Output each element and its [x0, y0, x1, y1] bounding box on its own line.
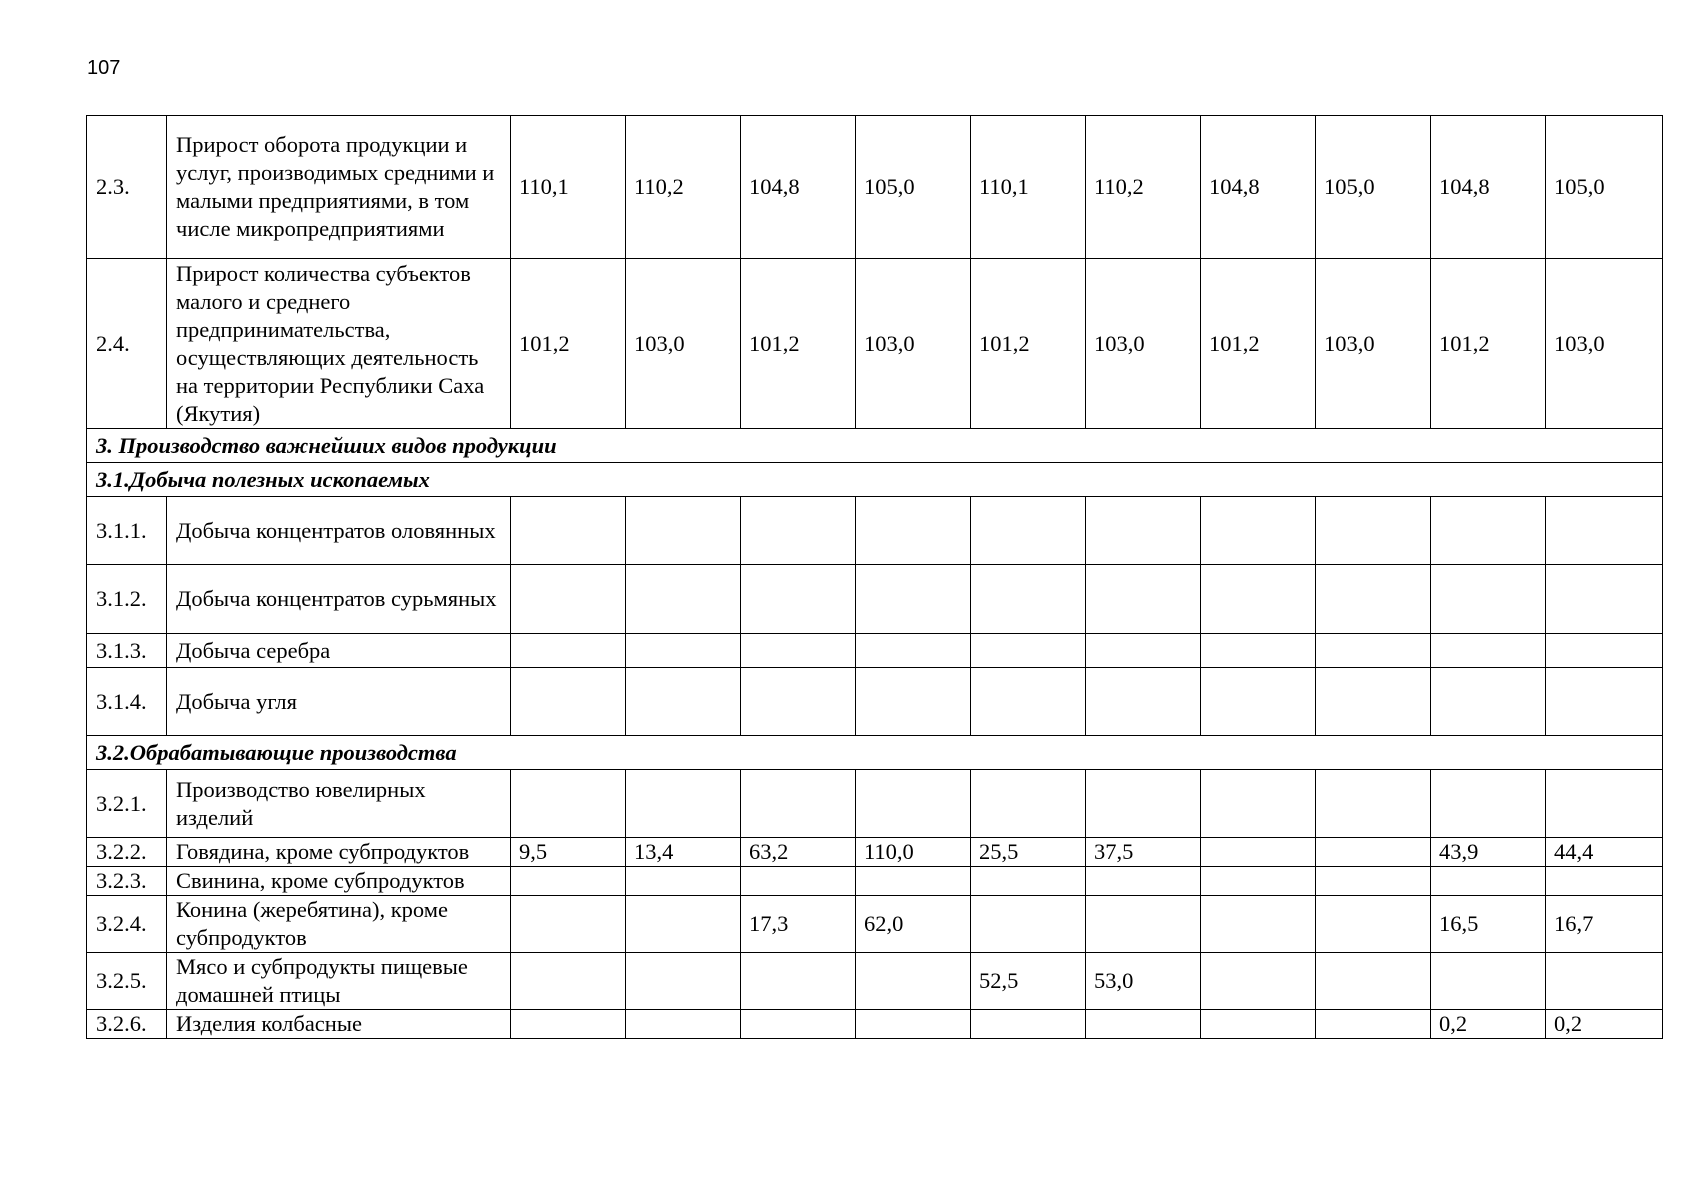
value-cell: 110,0	[856, 838, 971, 867]
value-cell: 101,2	[511, 259, 626, 429]
value-cell	[1086, 896, 1201, 953]
page-number: 107	[87, 57, 121, 79]
value-cell	[856, 634, 971, 668]
row-number: 3.1.4.	[87, 668, 167, 736]
indicator-name: Конина (жеребятина), кроме субпродуктов	[167, 896, 511, 953]
value-cell: 110,1	[971, 116, 1086, 259]
value-cell	[1546, 497, 1663, 565]
value-cell	[1201, 565, 1316, 634]
row-number: 3.1.3.	[87, 634, 167, 668]
value-cell: 110,2	[626, 116, 741, 259]
value-cell	[856, 770, 971, 838]
indicator-name: Мясо и субпродукты пищевые домашней птицы	[167, 953, 511, 1010]
indicator-name: Добыча угля	[167, 668, 511, 736]
table-row	[87, 1010, 1663, 1039]
value-cell: 0,2	[1431, 1010, 1546, 1039]
section-header-row	[87, 463, 1663, 497]
value-cell: 103,0	[856, 259, 971, 429]
value-cell	[1086, 867, 1201, 896]
value-cell: 16,7	[1546, 896, 1663, 953]
indicator-name: Добыча концентратов сурьмяных	[167, 565, 511, 634]
value-cell	[741, 1010, 856, 1039]
value-cell: 43,9	[1431, 838, 1546, 867]
row-number: 3.2.1.	[87, 770, 167, 838]
value-cell: 16,5	[1431, 896, 1546, 953]
value-cell: 53,0	[1086, 953, 1201, 1010]
value-cell	[1086, 770, 1201, 838]
value-cell	[741, 953, 856, 1010]
value-cell	[626, 770, 741, 838]
value-cell: 103,0	[1546, 259, 1663, 429]
value-cell: 104,8	[741, 116, 856, 259]
value-cell	[1431, 867, 1546, 896]
value-cell	[1201, 497, 1316, 565]
section-title: 3.2.Обрабатывающие производства	[87, 736, 1663, 770]
value-cell	[741, 668, 856, 736]
value-cell	[971, 497, 1086, 565]
section-header-row	[87, 736, 1663, 770]
value-cell	[1546, 668, 1663, 736]
row-number: 3.2.5.	[87, 953, 167, 1010]
value-cell	[511, 497, 626, 565]
table-row	[87, 259, 1663, 429]
row-number: 3.2.6.	[87, 1010, 167, 1039]
indicator-name: Производство ювелирных изделий	[167, 770, 511, 838]
row-number: 2.4.	[87, 259, 167, 429]
value-cell	[1431, 770, 1546, 838]
row-number: 3.1.1.	[87, 497, 167, 565]
value-cell	[1201, 668, 1316, 736]
indicator-name: Прирост количества субъектов малого и среднего предпринимательства, осуществляющих деятельность на территории Республики Саха (Якутия)	[167, 259, 511, 429]
table-row	[87, 116, 1663, 259]
table-row	[87, 668, 1663, 736]
value-cell	[971, 896, 1086, 953]
value-cell	[741, 634, 856, 668]
value-cell	[511, 1010, 626, 1039]
value-cell	[1316, 867, 1431, 896]
value-cell	[1086, 668, 1201, 736]
value-cell	[1431, 565, 1546, 634]
value-cell: 37,5	[1086, 838, 1201, 867]
value-cell	[511, 953, 626, 1010]
value-cell	[1546, 634, 1663, 668]
value-cell	[1546, 770, 1663, 838]
value-cell	[626, 1010, 741, 1039]
value-cell: 62,0	[856, 896, 971, 953]
value-cell	[511, 770, 626, 838]
value-cell	[1086, 1010, 1201, 1039]
value-cell	[626, 497, 741, 565]
value-cell: 0,2	[1546, 1010, 1663, 1039]
value-cell: 104,8	[1201, 116, 1316, 259]
value-cell: 104,8	[1431, 116, 1546, 259]
indicators-table	[86, 115, 1663, 1039]
section-title: 3. Производство важнейших видов продукции	[87, 429, 1663, 463]
value-cell	[1546, 867, 1663, 896]
value-cell	[1201, 770, 1316, 838]
value-cell	[626, 634, 741, 668]
table-row	[87, 838, 1663, 867]
value-cell	[741, 770, 856, 838]
value-cell: 101,2	[971, 259, 1086, 429]
value-cell	[626, 867, 741, 896]
value-cell	[626, 565, 741, 634]
value-cell	[511, 668, 626, 736]
value-cell	[1316, 770, 1431, 838]
value-cell	[971, 668, 1086, 736]
indicator-name: Изделия колбасные	[167, 1010, 511, 1039]
value-cell	[626, 953, 741, 1010]
value-cell: 110,1	[511, 116, 626, 259]
value-cell	[856, 1010, 971, 1039]
table-row	[87, 867, 1663, 896]
row-number: 3.2.4.	[87, 896, 167, 953]
value-cell	[1201, 896, 1316, 953]
value-cell	[1201, 1010, 1316, 1039]
value-cell: 101,2	[741, 259, 856, 429]
value-cell	[741, 867, 856, 896]
row-number: 3.1.2.	[87, 565, 167, 634]
value-cell	[856, 565, 971, 634]
value-cell	[971, 867, 1086, 896]
value-cell: 105,0	[1546, 116, 1663, 259]
value-cell	[856, 953, 971, 1010]
value-cell	[1316, 497, 1431, 565]
value-cell: 63,2	[741, 838, 856, 867]
value-cell	[1201, 634, 1316, 668]
value-cell: 105,0	[856, 116, 971, 259]
value-cell	[856, 867, 971, 896]
value-cell	[1431, 953, 1546, 1010]
section-header-row	[87, 429, 1663, 463]
value-cell: 13,4	[626, 838, 741, 867]
value-cell	[1316, 896, 1431, 953]
row-number: 3.2.2.	[87, 838, 167, 867]
value-cell	[511, 565, 626, 634]
row-number: 3.2.3.	[87, 867, 167, 896]
section-title: 3.1.Добыча полезных ископаемых	[87, 463, 1663, 497]
indicator-name: Свинина, кроме субпродуктов	[167, 867, 511, 896]
value-cell	[971, 634, 1086, 668]
value-cell	[1086, 565, 1201, 634]
table-row	[87, 770, 1663, 838]
value-cell: 52,5	[971, 953, 1086, 1010]
value-cell	[1546, 565, 1663, 634]
value-cell	[856, 497, 971, 565]
value-cell	[626, 668, 741, 736]
value-cell	[1201, 838, 1316, 867]
table-row	[87, 953, 1663, 1010]
value-cell: 103,0	[626, 259, 741, 429]
value-cell	[1086, 497, 1201, 565]
indicator-name: Добыча концентратов оловянных	[167, 497, 511, 565]
value-cell: 9,5	[511, 838, 626, 867]
value-cell	[1316, 565, 1431, 634]
value-cell	[1316, 668, 1431, 736]
table-row	[87, 497, 1663, 565]
value-cell	[856, 668, 971, 736]
indicator-name: Говядина, кроме субпродуктов	[167, 838, 511, 867]
value-cell	[511, 634, 626, 668]
value-cell	[1431, 497, 1546, 565]
value-cell	[1201, 953, 1316, 1010]
indicator-name: Добыча серебра	[167, 634, 511, 668]
value-cell	[971, 770, 1086, 838]
value-cell	[1316, 1010, 1431, 1039]
value-cell: 105,0	[1316, 116, 1431, 259]
value-cell	[511, 867, 626, 896]
value-cell: 44,4	[1546, 838, 1663, 867]
value-cell: 110,2	[1086, 116, 1201, 259]
value-cell	[1086, 634, 1201, 668]
value-cell	[1316, 953, 1431, 1010]
value-cell	[1316, 634, 1431, 668]
value-cell	[1546, 953, 1663, 1010]
table-row	[87, 896, 1663, 953]
value-cell	[626, 896, 741, 953]
value-cell	[1316, 838, 1431, 867]
table-row	[87, 565, 1663, 634]
value-cell	[1431, 668, 1546, 736]
value-cell: 103,0	[1086, 259, 1201, 429]
indicator-name: Прирост оборота продукции и услуг, производимых средними и малыми предприятиями, в том числе микропредприятиями	[167, 116, 511, 259]
value-cell	[1201, 867, 1316, 896]
value-cell: 17,3	[741, 896, 856, 953]
value-cell	[741, 497, 856, 565]
value-cell	[741, 565, 856, 634]
value-cell	[511, 896, 626, 953]
value-cell: 101,2	[1201, 259, 1316, 429]
value-cell	[971, 1010, 1086, 1039]
value-cell	[971, 565, 1086, 634]
value-cell: 25,5	[971, 838, 1086, 867]
row-number: 2.3.	[87, 116, 167, 259]
table-row	[87, 634, 1663, 668]
value-cell: 103,0	[1316, 259, 1431, 429]
value-cell: 101,2	[1431, 259, 1546, 429]
value-cell	[1431, 634, 1546, 668]
